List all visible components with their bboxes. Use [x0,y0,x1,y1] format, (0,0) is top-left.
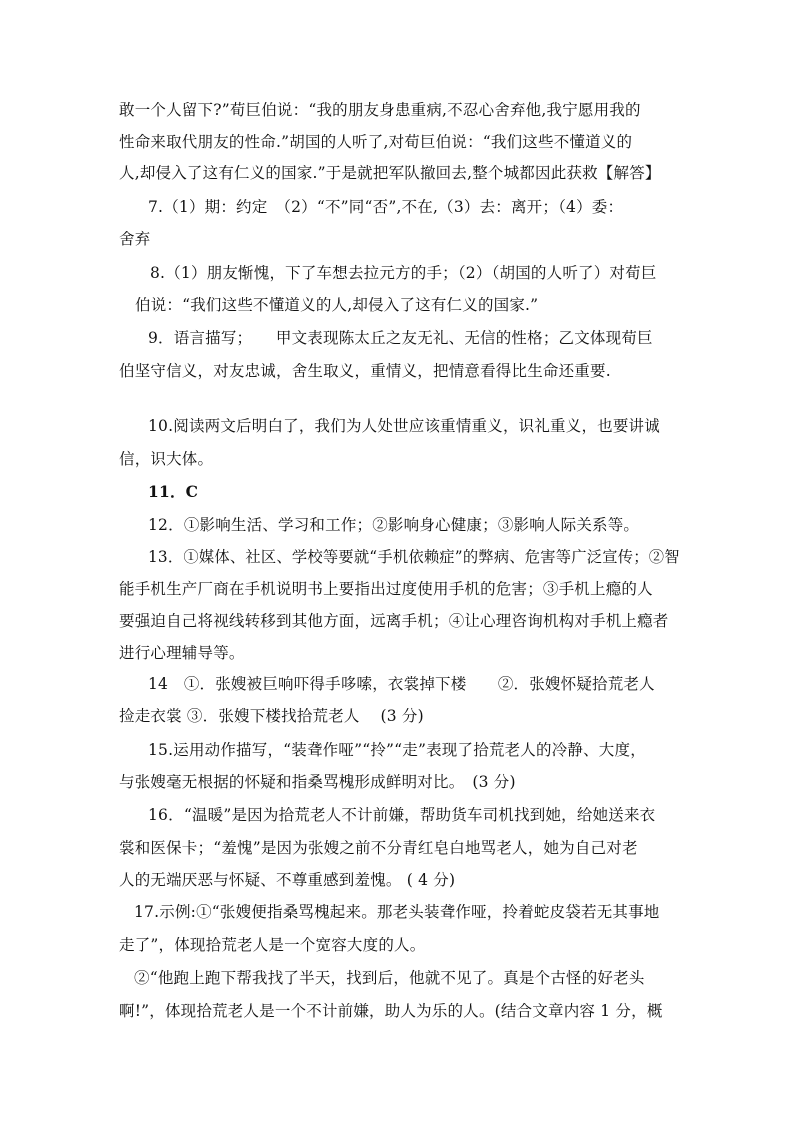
text-line: 信，识大体。 [119,450,214,468]
text-line: 10.阅读两文后明白了，我们为人处世应该重情重义，识礼重义，也要讲诚 [148,417,660,435]
text-line: 裳和医保卡；“羞愧”是因为张嫂之前不分青红皂白地骂老人，她为自己对老 [119,839,638,857]
text-line: 11．C [148,482,199,501]
text-line: 12．①影响生活、学习和工作；②影响身心健康；③影响人际关系等。 [148,516,640,534]
text-line: 伯说：“我们这些不懂道义的人,却侵入了这有仁义的国家.” [135,296,539,314]
text-line: ②“他跑上跑下帮我找了半天，找到后，他就不见了。真是个古怪的好老头 [134,969,645,987]
text-line: 捡走衣裳 ③．张嫂下楼找拾荒老人 (3 分) [119,707,424,725]
text-line: 性命来取代朋友的性命.”胡国的人听了,对荀巨伯说：“我们这些不懂道义的 [119,133,633,151]
text-line: 走了”，体现拾荒老人是一个宽容大度的人。 [119,936,426,954]
text-line: 人,却侵入了这有仁义的国家.”于是就把军队撤回去,整个城都因此获救【解答】 [119,164,661,182]
text-line: 与张嫂毫无根据的怀疑和指桑骂槐形成鲜明对比。 (3 分) [119,773,516,791]
text-line: 敢一个人留下?”荀巨伯说：“我的朋友身患重病,不忍心舍弃他,我宁愿用我的 [119,101,641,119]
text-line: 舍弃 [119,230,151,248]
text-line: 要强迫自己将视线转移到其他方面，远离手机；④让心理咨询机构对手机上瘾者 [119,612,669,630]
text-line: 17.示例:①“张嫂便指桑骂槐起来。那老头装聋作哑，拎着蛇皮袋若无其事地 [134,903,660,921]
text-line: 伯坚守信义，对友忠诚，舍生取义，重情义，把情意看得比生命还重要. [119,362,611,380]
text-line: 14 ①．张嫂被巨响吓得手哆嗦，衣裳掉下楼 ②．张嫂怀疑拾荒老人 [148,675,655,693]
text-line: 9．语言描写； 甲文表现陈太丘之友无礼、无信的性格；乙文体现荀巨 [148,329,653,347]
text-line: 能手机生产厂商在手机说明书上要指出过度使用手机的危害；③手机上瘾的人 [119,580,653,598]
text-line: 7.（1）期：约定 （2）“不”同“否”,不在,（3）去：离开；（4）委： [148,198,624,216]
text-line: 16．“温暖”是因为拾荒老人不计前嫌，帮助货车司机找到她，给她送来衣 [148,806,656,824]
text-line: 13．①媒体、社区、学校等要就“手机依赖症”的弊病、危害等广泛宣传；②智 [148,548,680,566]
text-line: 人的无端厌恶与怀疑、不尊重感到羞愧。 ( 4 分) [119,871,456,889]
text-line: 进行心理辅导等。 [119,644,245,662]
text-line: 啊!”，体现拾荒老人是一个不计前嫌，助人为乐的人。(结合文章内容 1 分，概 [119,1002,663,1020]
text-line: 8.（1）朋友惭愧，下了车想去拉元方的手；（2）（胡国的人听了）对荀巨 [150,264,657,282]
text-line: 15.运用动作描写，“装聋作哑”“拎”“走”表现了拾荒老人的冷静、大度， [148,741,646,759]
